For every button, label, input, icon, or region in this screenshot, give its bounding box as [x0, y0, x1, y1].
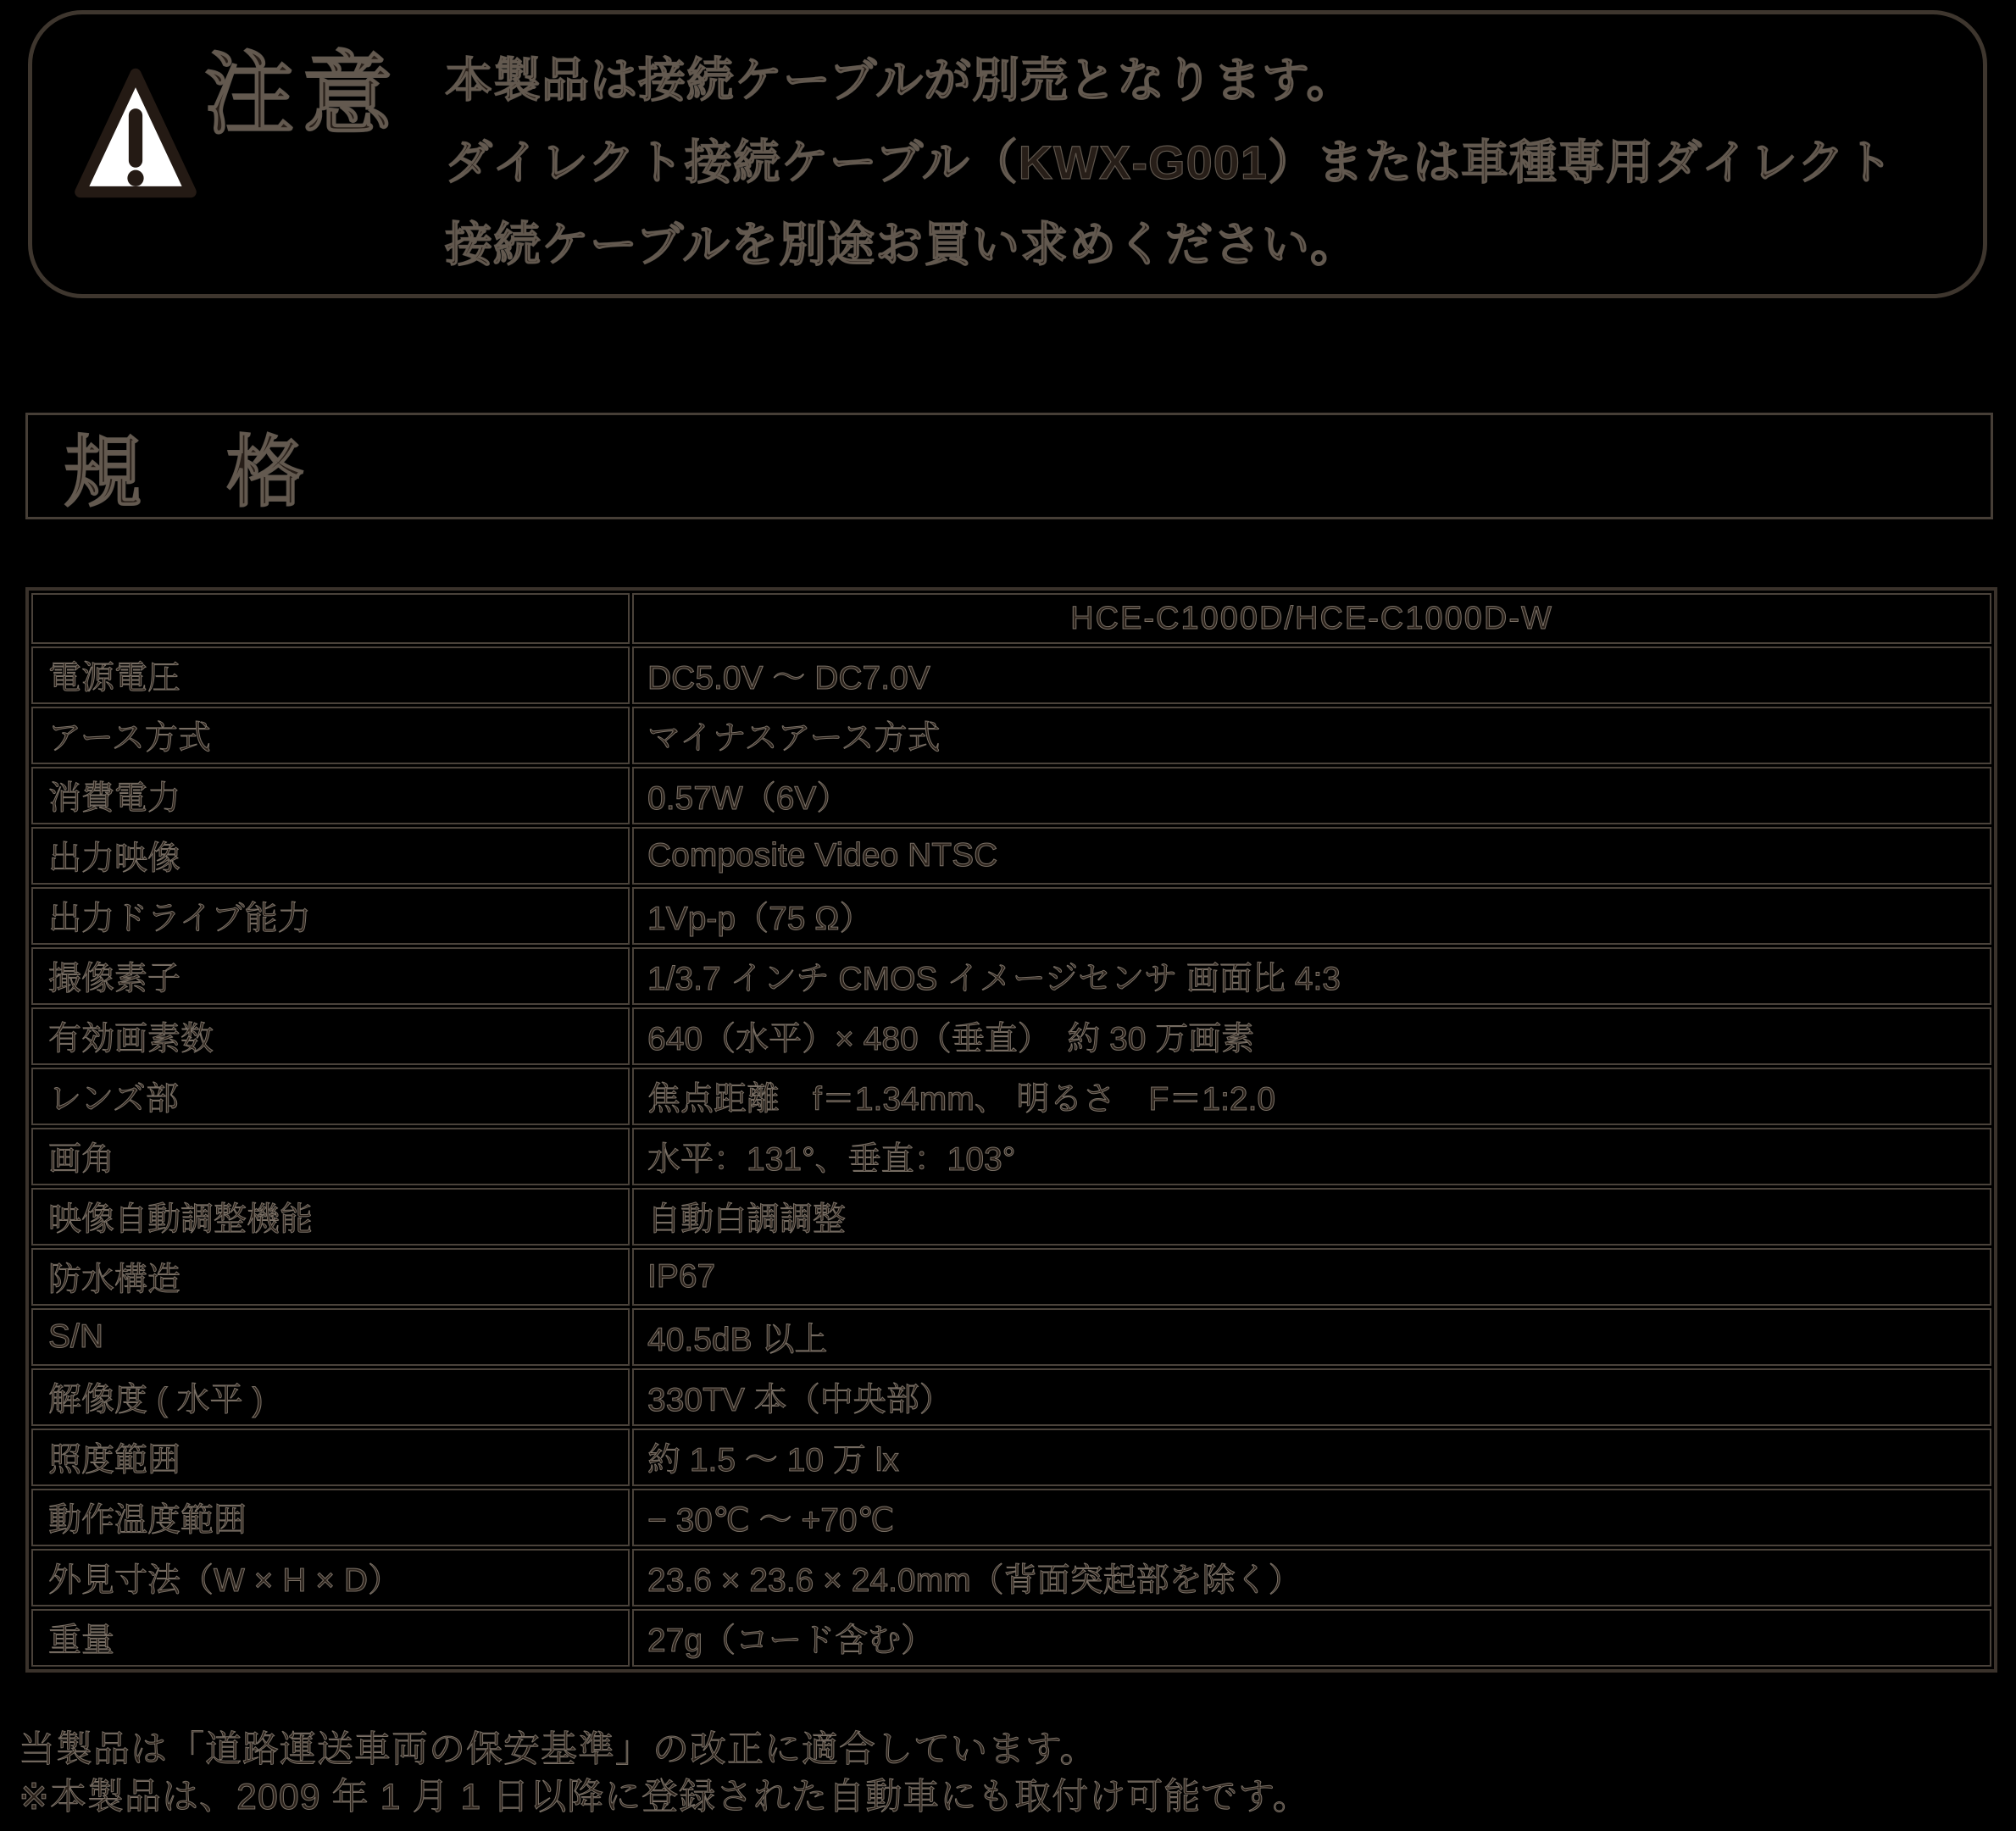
row-value: マイナスアース方式 — [632, 707, 1991, 764]
row-value: IP67 — [632, 1248, 1991, 1306]
section-title: 規 格 — [64, 430, 308, 516]
caution-text — [445, 40, 1970, 286]
row-value: 水平：131°、垂直：103° — [632, 1128, 1991, 1185]
table-row — [31, 1489, 1991, 1546]
table-row — [31, 827, 1991, 885]
row-label: 電源電圧 — [31, 646, 630, 704]
table-row — [31, 707, 1991, 764]
row-label: S/N — [31, 1308, 630, 1366]
row-label: 消費電力 — [31, 767, 630, 824]
row-value: DC5.0V ～ DC7.0V — [632, 646, 1991, 704]
row-value: − 30℃ ～ +70℃ — [632, 1489, 1991, 1546]
row-label: 画角 — [31, 1128, 630, 1185]
row-label: レンズ部 — [31, 1068, 630, 1125]
row-label: 動作温度範囲 — [31, 1489, 630, 1546]
table-row — [31, 1368, 1991, 1426]
caution-label: 注意 — [204, 45, 401, 145]
row-value: 23.6 × 23.6 × 24.0mm（背面突起部を除く） — [632, 1549, 1991, 1606]
caution-box — [28, 10, 1987, 298]
footnote-registration: ※本製品は、2009 年 1 月 1 日以降に登録された自動車にも取付け可能です。 — [19, 1776, 1310, 1817]
table-row — [31, 646, 1991, 704]
row-label: 映像自動調整機能 — [31, 1188, 630, 1246]
caution-line: ダイレクト接続ケーブル（KWX-G001）または車種専用ダイレクト — [445, 135, 1894, 189]
table-row — [31, 947, 1991, 1005]
table-row — [31, 887, 1991, 945]
row-label: 照度範囲 — [31, 1429, 630, 1486]
row-label: 出力映像 — [31, 827, 630, 885]
table-row — [31, 1308, 1991, 1366]
row-label: 出力ドライブ能力 — [31, 887, 630, 945]
row-value: 1/3.7 インチ CMOS イメージセンサ 画面比 4:3 — [632, 947, 1991, 1005]
table-row — [31, 1429, 1991, 1486]
caution-line: 本製品は接続ケーブルが別売となります。 — [445, 53, 1355, 107]
row-value: 0.57W（6V） — [632, 767, 1991, 824]
header-model-cell: HCE-C1000D/HCE-C1000D-W — [632, 593, 1991, 644]
row-value: 1Vp-p（75 Ω） — [632, 887, 1991, 945]
row-value: 約 1.5 ～ 10 万 lx — [632, 1429, 1991, 1486]
row-label: 解像度 ( 水平 ) — [31, 1368, 630, 1426]
warning-triangle-icon — [73, 61, 198, 205]
row-label: 防水構造 — [31, 1248, 630, 1306]
row-label: アース方式 — [31, 707, 630, 764]
caution-line: 接続ケーブルを別途お買い求めください。 — [445, 217, 1358, 271]
row-value: 40.5dB 以上 — [632, 1308, 1991, 1366]
table-row — [31, 1007, 1991, 1065]
section-header-specifications — [25, 413, 1993, 519]
row-value: 自動白調調整 — [632, 1188, 1991, 1246]
footnote-compliance: 当製品は「道路運送車両の保安基準」の改正に適合しています。 — [19, 1729, 1097, 1770]
table-row — [31, 1068, 1991, 1125]
table-row — [31, 767, 1991, 824]
footnotes — [19, 1727, 1993, 1822]
table-row — [31, 1609, 1991, 1667]
row-value: 焦点距離 f＝1.34mm、 明るさ F＝1:2.0 — [632, 1068, 1991, 1125]
table-row — [31, 1188, 1991, 1246]
row-value: Composite Video NTSC — [632, 827, 1991, 885]
spec-table — [25, 587, 1997, 1673]
table-row — [31, 1128, 1991, 1185]
table-row — [31, 1549, 1991, 1606]
row-label: 撮像素子 — [31, 947, 630, 1005]
row-value: 27g（コード含む） — [632, 1609, 1991, 1667]
row-label: 重量 — [31, 1609, 630, 1667]
row-value: 640（水平）× 480（垂直） 約 30 万画素 — [632, 1007, 1991, 1065]
row-value: 330TV 本（中央部） — [632, 1368, 1991, 1426]
table-row — [31, 1248, 1991, 1306]
row-label: 外見寸法（W × H × D） — [31, 1549, 630, 1606]
header-label-cell — [31, 593, 630, 644]
row-label: 有効画素数 — [31, 1007, 630, 1065]
table-header-row — [31, 593, 1991, 644]
